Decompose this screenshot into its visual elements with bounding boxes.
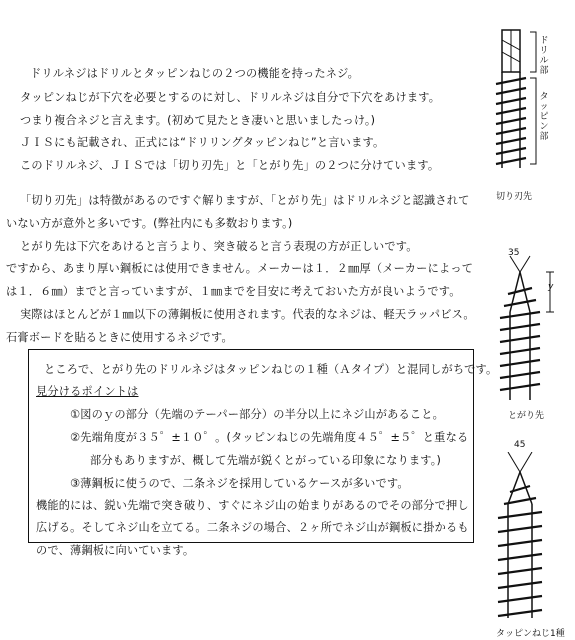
body-line-7: 石膏ボードを貼るときに使用するネジです。 xyxy=(6,331,233,344)
drill-part-label: ドリル部 xyxy=(539,36,549,76)
point-2-cont: 部分もありますが、概して先端が鋭くとがっている印象になります。) xyxy=(90,454,442,467)
body-line-3: とがり先は下穴をあけると言うより、突き破ると言う表現の方が正しいです。 xyxy=(20,240,418,253)
points-box xyxy=(28,349,474,543)
summary-line-3: ので、薄鋼板に向いています。 xyxy=(36,544,195,557)
pointed-tip-caption: とがり先 xyxy=(508,411,545,421)
pointed-tip-screw-figure xyxy=(488,252,568,407)
point-3: ③薄鋼板に使うので、二条ネジを採用しているケースが多いです。 xyxy=(70,477,409,490)
pointed-tip-angle: 35 xyxy=(508,248,520,258)
tapping-screw-angle: 45 xyxy=(514,440,526,450)
y-dimension-label: y xyxy=(548,282,554,292)
body-line-5: は１．６㎜）までと言っていますが、１㎜までを目安に考えておいた方が良いようです。 xyxy=(6,285,461,298)
intro-line-4: ＪＩＳにも記載され、正式には“ドリリングタッピンねじ”と言います。 xyxy=(20,136,385,149)
summary-line-1: 機能的には、鋭い先端で突き破り、すぐにネジ山の始まりがあるのでその部分で押し xyxy=(36,499,469,512)
body-line-2: いない方が意外と多いです。(弊社内にも多数おります。) xyxy=(6,217,293,230)
point-1: ①図のｙの部分（先端のテーパー部分）の半分以上にネジ山があること。 xyxy=(70,408,445,421)
body-line-4: ですから、あまり厚い鋼板には使用できません。メーカーは１．２㎜厚（メーカーによって xyxy=(6,262,474,275)
tapping-screw-figure xyxy=(488,452,568,624)
intro-line-3: つまり複合ネジと言えます。(初めて見たとき凄いと思いましたっけ。) xyxy=(20,114,376,127)
box-heading: 見分けるポイントは xyxy=(36,385,139,398)
box-line-1: ところで、とがり先のドリルネジはタッピンねじの１種（Ａタイプ）と混同しがちです。 xyxy=(44,363,498,376)
cutting-tip-caption: 切り刃先 xyxy=(496,192,533,202)
tapping-screw-caption: タッピンねじ1種 xyxy=(496,629,565,639)
body-line-6: 実際はほとんどが１㎜以下の薄鋼板に使用されます。代表的なネジは、軽天ラッパビス。 xyxy=(20,308,475,321)
intro-line-5: このドリルネジ、ＪＩＳでは「切り刃先」と「とがり先」の２つに分けています。 xyxy=(20,159,440,172)
tapping-part-label: タッピン部 xyxy=(539,92,549,142)
summary-line-2: 広げる。そしてネジ山を立てる。二条ネジの場合、２ヶ所でネジ山が鋼板に掛かるも xyxy=(36,521,469,534)
point-2: ②先端角度が３５゜±１０゜。(タッピンねじの先端角度４５゜±５゜と重なる xyxy=(70,431,469,444)
body-line-1: 「切り刃先」は特徴があるのですぐ解りますが、「とがり先」はドリルネジと認識されて xyxy=(20,194,470,207)
intro-line-1: ドリルネジはドリルとタッピンねじの２つの機能を持ったネジ。 xyxy=(30,67,360,80)
intro-line-2: タッピンねじが下穴を必要とするのに対し、ドリルネジは自分で下穴をあけます。 xyxy=(20,91,441,104)
